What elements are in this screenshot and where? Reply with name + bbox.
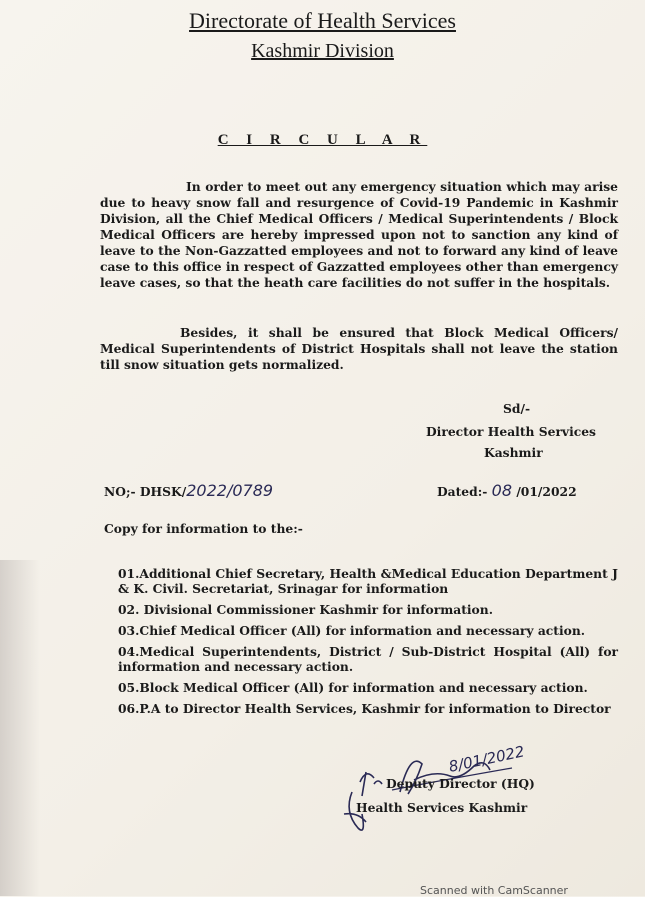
scanner-watermark: Scanned with CamScanner	[420, 884, 568, 897]
list-item: 01.Additional Chief Secretary, Health &Medical Education Department J & K. Civil. Secretariat, Srinagar for information	[118, 566, 618, 596]
list-item: 02. Divisional Commissioner Kashmir for information.	[118, 602, 493, 617]
deputy-office: Health Services Kashmir	[356, 800, 528, 815]
reference-number-label: NO;- DHSK/	[104, 484, 187, 499]
list-item: 04.Medical Superintendents, District / Sub-District Hospital (All) for information and necessary action.	[118, 644, 618, 674]
reference-date	[437, 480, 577, 502]
list-item: 06.P.A to Director Health Services, Kashmir for information to Director	[118, 701, 611, 716]
reference-number	[104, 480, 273, 502]
paragraph-1: In order to meet out any emergency situation which may arise due to heavy snow fall and resurgence of Covid-19 Pandemic in Kashmir Division, all the Chief Medical Officers / Medical Superintendents / Block Medical Officers are hereby impressed upon not to sanction any kind of leave to the Non-Gazzatted employees and not to forward any kind of leave case to this office in respect of Gazzatted employees other than emergency leave cases, so that the heath care facilities do not suffer in the hospitals.	[100, 179, 618, 290]
signatory-designation: Director Health Services	[426, 424, 596, 439]
header-subtitle: Kashmir Division	[251, 40, 394, 62]
date-day-handwritten: 08	[491, 481, 513, 500]
list-item: 05.Block Medical Officer (All) for information and necessary action.	[118, 680, 588, 695]
sd-mark: Sd/-	[503, 401, 531, 416]
svg-text:8/01/2022: 8/01/2022	[447, 742, 527, 776]
date-label: Dated:-	[437, 484, 488, 499]
copy-list	[118, 566, 618, 722]
paragraph-2: Besides, it shall be ensured that Block Medical Officers/ Medical Superintendents of District Hospitals shall not leave the station till snow situation gets normalized.	[100, 325, 618, 372]
deputy-designation: Deputy Director (HQ)	[386, 776, 535, 791]
circular-title: C I R C U L A R	[217, 132, 428, 148]
reference-number-handwritten: 2022/0789	[186, 481, 274, 500]
date-rest: /01/2022	[516, 484, 577, 499]
list-item: 03.Chief Medical Officer (All) for information and necessary action.	[118, 623, 586, 638]
page-shadow	[0, 560, 40, 896]
signatory-place: Kashmir	[484, 445, 543, 460]
copy-label: Copy for information to the:-	[104, 521, 303, 536]
header-title: Directorate of Health Services	[189, 8, 456, 33]
